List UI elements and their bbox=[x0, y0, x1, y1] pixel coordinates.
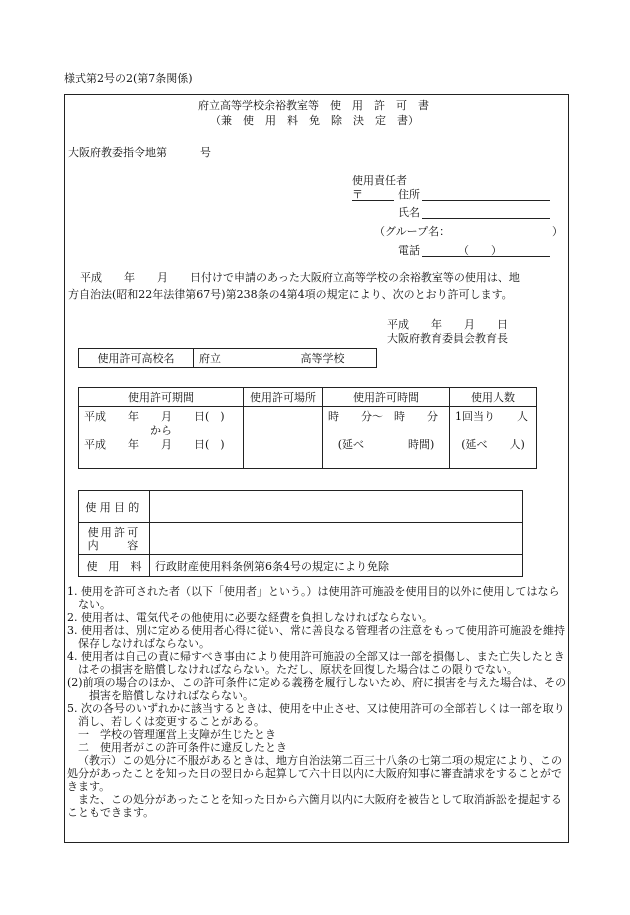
issuer: 大阪府教育委員会教育長 bbox=[387, 332, 508, 345]
body-text-line1: 平成 年 月 日付けで申請のあった大阪府立高等学校の余裕教室等の使用は、地 bbox=[80, 271, 520, 284]
condition-item: 5. 次の各号のいずれかに該当するときは、使用を中止させ、又は使用許可の全部若しくは一部を取り消し、若しくは変更することがある。 bbox=[67, 702, 565, 728]
content-label-1: 使用許可 bbox=[87, 525, 141, 539]
school-label: 使用許可高校名 bbox=[79, 349, 194, 368]
fee-value: 行政財産使用料条例第6条4号の規定により免除 bbox=[150, 555, 523, 577]
fee-label: 使 用 料 bbox=[79, 555, 150, 577]
content-label bbox=[79, 523, 150, 555]
condition-subitem: 一 学校の管理運営上支障が生じたとき bbox=[78, 728, 276, 741]
condition-item: 3. 使用者は、別に定める使用者心得に従い、常に善良なる管理者の注意をもって使用許可施設を維持保存しなければならない。 bbox=[67, 624, 565, 650]
header-period: 使用許可期間 bbox=[79, 388, 244, 407]
conditions bbox=[67, 585, 567, 819]
postal-underline bbox=[352, 200, 394, 201]
condition-item: 1. 使用を許可された者（以下「使用者」という。）は使用許可施設を使用目的以外に使用してはならない。 bbox=[67, 585, 560, 611]
school-table bbox=[78, 348, 377, 368]
people-cell[interactable] bbox=[450, 407, 537, 469]
postal-mark: 〒 bbox=[352, 188, 363, 201]
period-kara: から bbox=[150, 424, 172, 437]
lawsuit-notice: また、この処分があったことを知った日から六箇月以内に大阪府を被告として取消訴訟を提起することもできます。 bbox=[67, 793, 562, 819]
period-from: 平成 年 月 日( ) bbox=[84, 410, 225, 423]
content-field[interactable] bbox=[150, 523, 523, 555]
appeal-notice: （教示）この処分に不服があるときは、地方自治法第二百三十八条の七第二項の規定により、この処分があったことを知った日の翌日から起算して六十日以内に大阪府知事に審査請求をすることができます。 bbox=[67, 754, 562, 793]
period-table bbox=[78, 387, 537, 469]
time-total: (延べ 時間) bbox=[337, 438, 435, 451]
applicant-heading: 使用責任者 bbox=[352, 174, 407, 187]
place-cell[interactable] bbox=[244, 407, 323, 469]
form-subtitle: （兼 使 用 料 免 除 決 定 書） bbox=[210, 114, 419, 127]
school-name-cell[interactable] bbox=[194, 349, 377, 368]
form-number: 様式第2号の2(第7条関係) bbox=[64, 72, 193, 85]
condition-item: 2. 使用者は、電気代その他使用に必要な経費を負担しなければならない。 bbox=[67, 611, 433, 624]
time-range: 時 分～ 時 分 bbox=[328, 410, 438, 423]
header-place: 使用許可場所 bbox=[244, 388, 323, 407]
group-close: ） bbox=[552, 225, 563, 238]
name-field[interactable] bbox=[422, 218, 550, 219]
school-prefix: 府立 bbox=[199, 352, 221, 365]
content-label-2: 内 容 bbox=[87, 538, 141, 552]
phone-parens: （ ） bbox=[458, 244, 502, 257]
period-cell[interactable] bbox=[79, 407, 244, 469]
issue-date: 平成 年 月 日 bbox=[387, 318, 508, 331]
header-people: 使用人数 bbox=[450, 388, 537, 407]
period-to: 平成 年 月 日( ) bbox=[84, 438, 225, 451]
body-text-line2: 方自治法(昭和22年法律第67号)第238条の4第4項の規定により、次のとおり許可します。 bbox=[68, 288, 513, 301]
purpose-table bbox=[78, 490, 523, 577]
header-time: 使用許可時間 bbox=[323, 388, 450, 407]
form-title: 府立高等学校余裕教室等 使 用 許 可 書 bbox=[198, 99, 429, 112]
people-total: (延べ 人) bbox=[461, 438, 525, 451]
address-label: 住所 bbox=[398, 188, 420, 201]
condition-subitem: 二 使用者がこの許可条件に違反したとき bbox=[78, 741, 287, 754]
address-field[interactable] bbox=[422, 200, 550, 201]
phone-field[interactable] bbox=[422, 256, 550, 257]
time-cell[interactable] bbox=[323, 407, 450, 469]
school-suffix: 高等学校 bbox=[300, 352, 345, 365]
condition-item: 4. 使用者は自己の責に帰すべき事由により使用許可施設の全部又は一部を損傷し、また亡失したときはその損害を賠償しなければならない。ただし、原状を回復した場合はこの限りでない。 bbox=[67, 650, 565, 676]
reference-number: 大阪府教委指令地第 号 bbox=[68, 146, 211, 159]
purpose-field[interactable] bbox=[150, 491, 523, 523]
name-label: 氏名 bbox=[398, 206, 420, 219]
phone-label: 電話 bbox=[398, 244, 420, 257]
condition-item: (2)前項の場合のほか、この許可条件に定める義務を履行しないため、府に損害を与えた場合は、その損害を賠償しなければならない。 bbox=[67, 676, 567, 702]
group-label: （グループ名： bbox=[374, 225, 451, 238]
people-per: 1回当り 人 bbox=[455, 410, 528, 423]
purpose-label: 使用目的 bbox=[79, 491, 150, 523]
